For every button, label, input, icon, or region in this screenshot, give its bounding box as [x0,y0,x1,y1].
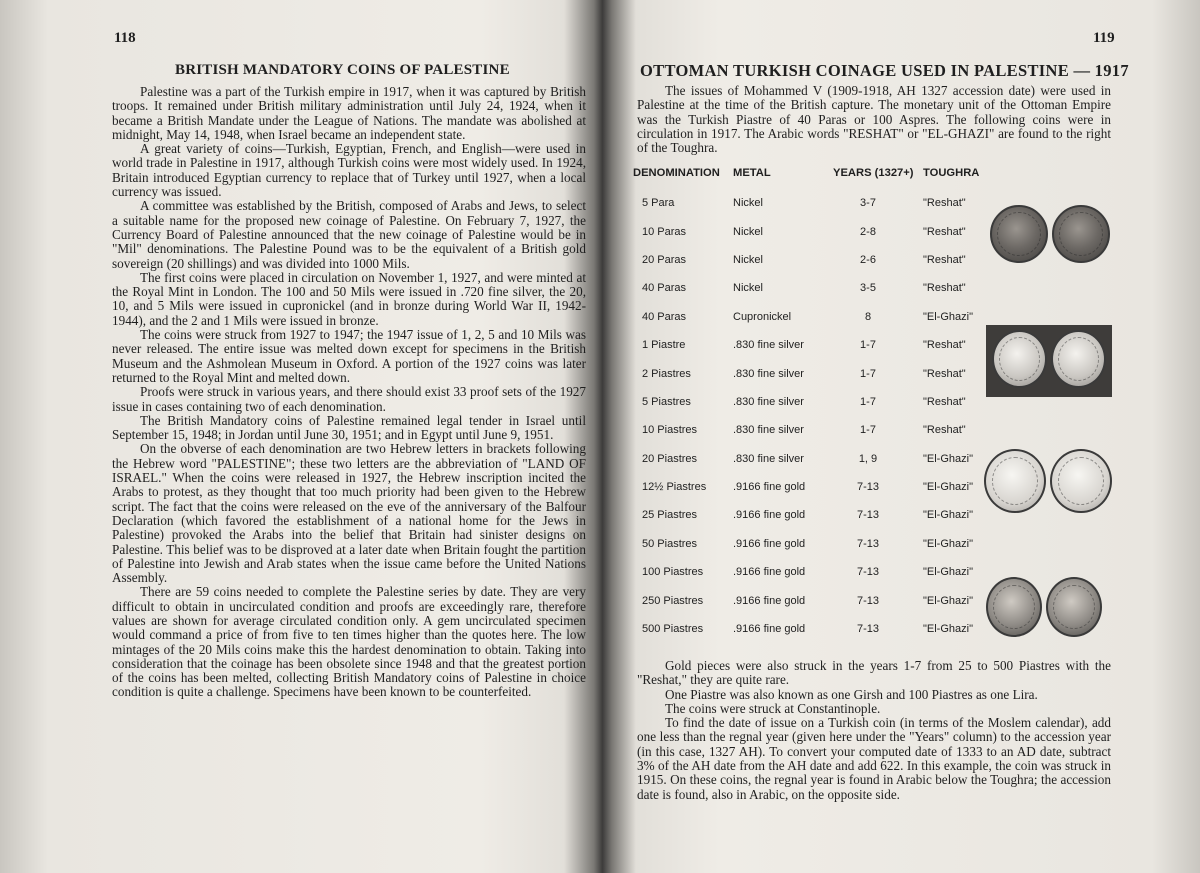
metal-cell: Nickel [733,282,763,295]
coin-obverse-image [986,577,1042,637]
toughra-cell: "El-Ghazi" [923,537,973,550]
paragraph: The coins were struck at Constantinople. [665,700,881,716]
paragraph: One Piastre was also known as one Girsh and 100 Piastres as one Lira. [665,686,1038,702]
denomination-cell: 5 Piastres [642,395,691,408]
denomination-cell: 20 Paras [642,253,687,266]
metal-cell: .9166 fine gold [733,481,806,494]
toughra-cell: "Reshat" [923,395,966,408]
right-page [610,0,1200,873]
right-page-number: 119 [1093,30,1115,46]
denomination-cell: 25 Piastres [642,509,698,522]
right-intro-text [637,84,1111,155]
paragraph: On the obverse of each denomination are two Hebrew letters in brackets following the Hebrew word "PALESTINE"; these two letters are the abbreviation of "LAND OF ISRAEL." When the coins were released in 1927, the Hebrew inscription incited the Arabs to protest, as they thought that too much priority had been given to the Hebrew script. The fact that the coins were released on the eve of the anniversary of the Balfour Declaration (which favored the establishment of a national home for the Jews in Palestine) provoked the Arabs into the belief that Britain had sinister designs on Palestine. This belief was to be disproved at a later date when Britain fought the partition of Palestine into Jewish and Arab states when the issue came before the United Nations Assembly. [112,441,586,586]
years-cell: 1-7 [860,367,876,380]
metal-cell: .830 fine silver [733,367,804,380]
left-page [0,0,595,873]
metal-cell: .830 fine silver [733,395,804,408]
metal-cell: .830 fine silver [733,424,804,437]
metal-cell: .830 fine silver [733,452,804,465]
right-page-title: OTTOMAN TURKISH COINAGE USED IN PALESTINE — 1917 [640,61,1129,80]
table-row [630,558,1190,586]
left-body-text [112,85,586,700]
years-cell: 1-7 [860,424,876,437]
denomination-cell: 500 Piastres [642,623,704,636]
years-cell: 1-7 [860,339,876,352]
metal-cell: Cupronickel [733,310,792,323]
table-header-row [630,167,1190,189]
denomination-cell: 50 Piastres [642,537,698,550]
metal-cell: Nickel [733,197,763,210]
metal-cell: .9166 fine gold [733,623,806,636]
years-cell: 3-7 [860,197,876,210]
denomination-cell: 100 Piastres [642,566,704,579]
table-row [630,586,1190,614]
paragraph: The issues of Mohammed V (1909-1918, AH 1327 accession date) were used in Palestine at the time of the British capture. The monetary unit of the Ottoman Empire was the Turkish Piastre of 40 Paras or 100 Aspres. The following coins were in circulation in 1917. The Arabic words "RESHAT" or "EL-GHAZI" are found to the right of the Toughra. [637,83,1111,156]
denomination-cell: 10 Piastres [642,424,698,437]
paragraph: The first coins were placed in circulation on November 1, 1927, and were minted at the Royal Mint in London. The 100 and 50 Mils were issued in .720 fine silver, the 20, 10, and 5 Mils were issued in cupronickel (and in bronze during World War II, 1942-1944), and the 2 and 1 Mils were issued in bronze. [112,269,586,328]
paragraph: Gold pieces were also struck in the years 1-7 from 25 to 500 Piastres with the "Reshat," they are quite rare. [637,658,1111,688]
table-row [630,416,1190,444]
coin-reverse-image [1050,449,1112,513]
toughra-cell: "El-Ghazi" [923,452,973,465]
toughra-cell: "El-Ghazi" [923,623,973,636]
years-cell: 3-5 [860,282,876,295]
toughra-cell: "Reshat" [923,424,966,437]
paragraph: A committee was established by the British, composed of Arabs and Jews, to select a suitable name for the proposed new coinage of Palestine. On February 7, 1927, the Currency Board of Palestine announced that the new coinage of Palestine would be in "Mil" denominations. The Palestine Pound was to be the equivalent of a British gold sovereign (20 shillings) and was divided into 1000 Mils. [112,198,586,271]
years-cell: 2-6 [860,253,876,266]
paragraph: There are 59 coins needed to complete the Palestine series by date. They are very difficult to obtain in uncirculated condition and proofs are exceedingly rare, therefore values are shown for average circulated condition only. A gem uncirculated specimen would command a price of from five to ten times higher than the quotes here. The low mintages of the 20 Mils coins make this the hardest denomination to obtain. Taking into consideration that the coinage has been obsolete since 1948 and that the greatest portion of the coins has been melted, collecting British Mandatory coins of Palestine in choice condition is quite a challenge. Specimens have been known to be counterfeited. [112,584,586,700]
years-cell: 2-8 [860,225,876,238]
table-row [630,530,1190,558]
toughra-cell: "El-Ghazi" [923,594,973,607]
denomination-cell: 1 Piastre [642,339,686,352]
toughra-cell: "El-Ghazi" [923,310,973,323]
left-page-number: 118 [114,30,136,46]
coin-reverse-image [1046,577,1102,637]
right-closing-text [637,659,1111,802]
toughra-cell: "Reshat" [923,282,966,295]
coin-obverse-image [992,330,1047,388]
denomination-cell: 20 Piastres [642,452,698,465]
silver-el-ghazi-coins-photo [984,449,1112,513]
years-cell: 7-13 [856,566,880,579]
header-years: YEARS (1327+) [833,167,914,179]
denomination-cell: 12½ Piastres [642,481,707,494]
denomination-cell: 40 Paras [642,310,687,323]
denomination-cell: 2 Piastres [642,367,691,380]
denomination-cell: 250 Piastres [642,594,704,607]
toughra-cell: "Reshat" [923,339,966,352]
paragraph: Proofs were struck in various years, and there should exist 33 proof sets of the 1927 issue in cases containing two of each denomination. [112,384,586,414]
years-cell: 7-13 [856,594,880,607]
metal-cell: .9166 fine gold [733,566,806,579]
paragraph: Palestine was a part of the Turkish empire in 1917, when it was captured by British troops. It remained under British military administration until July 24, 1924, when it became a British Mandate under the League of Nations. The mandate was abolished at midnight, May 14, 1948, when Israel became an independent state. [112,84,586,142]
coin-obverse-image [990,205,1048,263]
table-row [630,274,1190,302]
metal-cell: .9166 fine gold [733,594,806,607]
coin-obverse-image [984,449,1046,513]
years-cell: 7-13 [856,509,880,522]
header-metal: METAL [733,167,771,179]
denomination-cell: 5 Para [642,197,675,210]
toughra-cell: "El-Ghazi" [923,481,973,494]
left-page-title: BRITISH MANDATORY COINS OF PALESTINE [175,62,510,78]
table-row [630,615,1190,643]
silver-coins-photo [986,325,1112,397]
nickel-coins-photo [990,205,1110,263]
years-cell: 7-13 [856,623,880,636]
paragraph: The coins were struck from 1927 to 1947; the 1947 issue of 1, 2, 5 and 10 Mils was never released. The entire issue was melted down except for specimens in the British Museum and the Ashmolean Museum in Oxford. A portion of the 1927 coins was later returned to the Royal Mint and melted down. [112,327,586,385]
toughra-cell: "Reshat" [923,225,966,238]
toughra-cell: "El-Ghazi" [923,566,973,579]
metal-cell: .9166 fine gold [733,509,806,522]
header-denomination: DENOMINATION [633,167,720,179]
paragraph: A great variety of coins—Turkish, Egyptian, French, and English—were used in world trade in Palestine in 1917, although Turkish coins were most widely used. In 1924, Britain introduced Egyptian currency to replace that of Turkey until 1927, when a local currency was issued. [112,141,586,200]
metal-cell: Nickel [733,225,763,238]
coin-reverse-image [1052,205,1110,263]
years-cell: 7-13 [856,537,880,550]
header-toughra: TOUGHRA [923,167,980,179]
coin-reverse-image [1051,330,1106,388]
toughra-cell: "Reshat" [923,367,966,380]
years-cell: 1-7 [860,395,876,408]
metal-cell: Nickel [733,253,763,266]
toughra-cell: "El-Ghazi" [923,509,973,522]
years-cell: 8 [864,310,872,323]
metal-cell: .9166 fine gold [733,537,806,550]
denomination-cell: 10 Paras [642,225,687,238]
toughra-cell: "Reshat" [923,197,966,210]
years-cell: 7-13 [856,481,880,494]
years-cell: 1, 9 [858,452,878,465]
metal-cell: .830 fine silver [733,339,804,352]
gold-coins-photo [986,577,1102,637]
denomination-cell: 40 Paras [642,282,687,295]
paragraph: To find the date of issue on a Turkish coin (in terms of the Moslem calendar), add one less than the regnal year (given here under the "Years" column) to the accession year (in this case, 1327 AH). To convert your computed date of 1333 to an AD date, subtract 3% of the AH date from the AH date and add 622. In this example, the coin was struck in 1915. On these coins, the regnal year is found in Arabic below the Toughra; the accession date is found, also in Arabic, on the opposite side. [637,715,1111,802]
paragraph: The British Mandatory coins of Palestine remained legal tender in Israel until September 15, 1948; in Jordan until June 30, 1951; and in Egypt until June 9, 1951. [112,412,586,443]
toughra-cell: "Reshat" [923,253,966,266]
